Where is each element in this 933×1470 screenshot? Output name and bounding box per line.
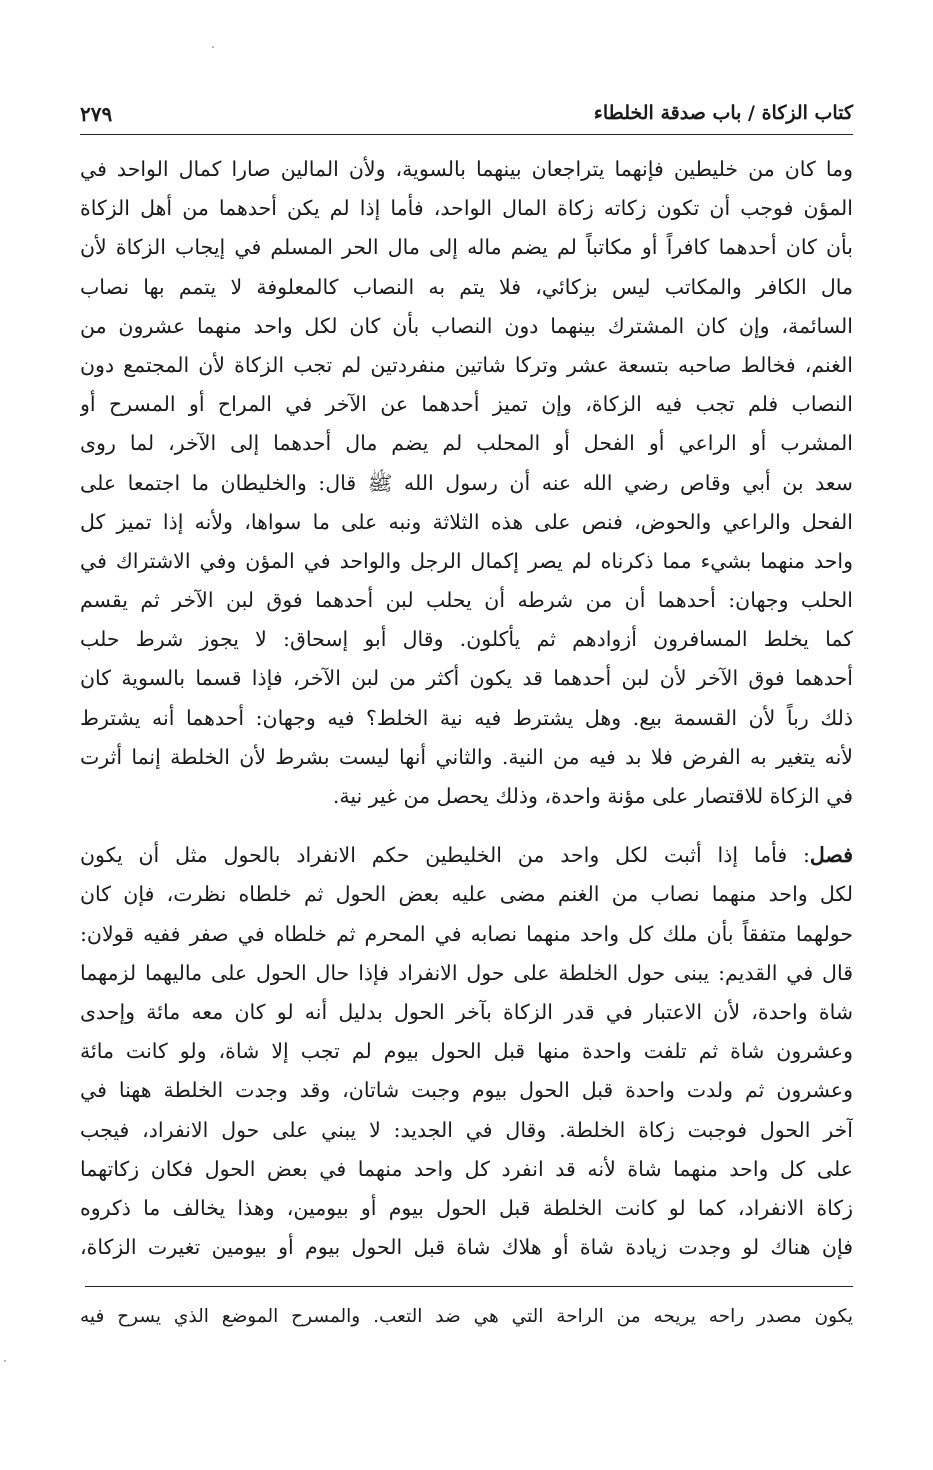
text-line: على كل واحد منهما شاة لأنه قد انفرد كل واحد منهما في بعض الحول فكان زكاتهما (80, 1156, 853, 1181)
text-line: واحد منهما بشيء مما ذكرناه لم يصر إكمال الرجل والواحد في المؤن وفي الاشتراك في (80, 548, 853, 573)
text-line: لكل واحد منهما نصاب من الغنم مضى عليه بعض الحول ثم خلطاه نظرت، فإن كان (80, 882, 853, 907)
text-line: ذلك رباً لأن القسمة بيع. وهل يشترط فيه نية الخلط؟ فيه وجهان: أحدهما أنه يشترط (80, 705, 853, 730)
text-line: سعد بن أبي وقاص رضي الله عنه أن رسول الله ﷺ قال: والخليطان ما اجتمعا على (80, 470, 853, 495)
scan-speck (212, 46, 214, 48)
footnote-line: يكون مصدر راحه يريحه من الراحة التي هي ضد التعب. والمسرح الموضع الذي يسرح فيه (80, 1306, 853, 1327)
main-text (80, 150, 853, 1267)
text-line: السائمة، وإن كان المشترك بينهما دون النصاب بأن كان لكل واحد منهما عشرون من (80, 313, 853, 338)
section-label: فصل (809, 843, 853, 868)
text-line: فإن هناك لو وجدت زيادة شاة أو هلاك شاة قبل الحول بيوم أو بيومين تغيرت الزكاة، (80, 1235, 853, 1260)
text-line: مال الكافر والمكاتب ليس بزكائي، فلا يتم به النصاب كالمعلوفة لا يتمم بها نصاب (80, 274, 853, 299)
text-line: حولهما متفقاً بأن ملك كل واحد منهما نصابه في المحرم ثم خلطاه في صفر ففيه قولان: (80, 921, 853, 946)
text-line: آخر الحول فوجبت زكاة الخلطة. وقال في الجديد: لا يبني على حول الانفراد، فيجب (80, 1117, 853, 1142)
text-line: بأن كان أحدهما كافراً أو مكاتباً لم يضم ماله إلى مال الحر المسلم في إيجاب الزكاة لأن (80, 235, 853, 260)
text-line: وما كان من خليطين فإنهما يتراجعان بينهما بالسوية، ولأن المالين صارا كمال الواحد في (80, 157, 853, 181)
paragraph-1 (80, 150, 853, 816)
scan-speck (4, 1360, 6, 1362)
text-line: المؤن فوجب أن تكون زكاته زكاة المال الواحد، فأما إذا لم يكن أحدهما من أهل الزكاة (80, 196, 853, 221)
text-span: : فأما إذا أثبت لكل واحد من الخليطين حكم الانفراد بالحول مثل أن يكون (80, 843, 810, 868)
text-line: وعشرون شاة ثم تلفت واحدة منها قبل الحول بيوم لم تجب إلا شاة، ولو كانت مائة (80, 1039, 853, 1064)
running-header (80, 100, 853, 132)
text-line: الحلب وجهان: أحدهما أن من شرطه أن يحلب لبن أحدهما فوق لبن الآخر ثم يقسم (80, 588, 853, 613)
chapter-title: كتاب الزكاة / باب صدقة الخلطاء (593, 102, 853, 124)
paragraph-spacer (80, 816, 853, 836)
text-line: الفحل والراعي والحوض، فنص على هذه الثلاثة ونبه على ما سواها، ولأنه إذا تميز كل (80, 509, 853, 534)
text-line: زكاة الانفراد، كما لو كانت الخلطة قبل الحول بيوم أو بيومين، وهذا يخالف ما ذكروه (80, 1195, 853, 1220)
text-line: الغنم، فخالط صاحبه بتسعة عشر وتركا شاتين منفردتين لم تجب الزكاة لأن المجتمع دون (80, 352, 853, 377)
page-number: ٢٧٩ (80, 102, 113, 126)
text-line: قال في القديم: يبنى حول الخلطة على حول الانفراد فإذا حال الحول على ماليهما لزمهما (80, 960, 853, 985)
text-line: لأنه يتغير به الفرض فلا بد فيه من النية. والثاني أنها ليست بشرط لأن الخلطة إنما أثرت (80, 744, 853, 769)
text-line: في الزكاة للاقتصار على مؤنة واحدة، وذلك يحصل من غير نية. (332, 784, 853, 808)
text-line: المشرب أو الراعي أو الفحل أو المحلب لم يضم مال أحدهما إلى الآخر، لما روى (80, 431, 853, 456)
header-divider (80, 134, 853, 135)
text-line: أحدهما فوق الآخر لأن لبن أحدهما قد يكون أكثر من لبن الآخر، فإذا قسما بالسوية كان (80, 666, 853, 691)
footnote (80, 1300, 853, 1334)
text-line: شاة واحدة، لأن الاعتبار في قدر الزكاة بآخر الحول بدليل أنه لو كان معه مائة وإحدى (80, 999, 853, 1024)
text-line (80, 836, 853, 875)
text-line: النصاب فلم تجب فيه الزكاة، وإن تميز أحدهما عن الآخر في المراح أو المسرح أو (80, 392, 853, 417)
text-line: كما يخلط المسافرون أزوادهم ثم يأكلون. وقال أبو إسحاق: لا يجوز شرط حلب (80, 627, 853, 652)
paragraph-2 (80, 836, 853, 1267)
footnote-divider (85, 1286, 853, 1287)
text-line: وعشرون ثم ولدت واحدة قبل الحول بيوم وجبت شاتان، وقد وجدت الخلطة ههنا في (80, 1078, 853, 1103)
